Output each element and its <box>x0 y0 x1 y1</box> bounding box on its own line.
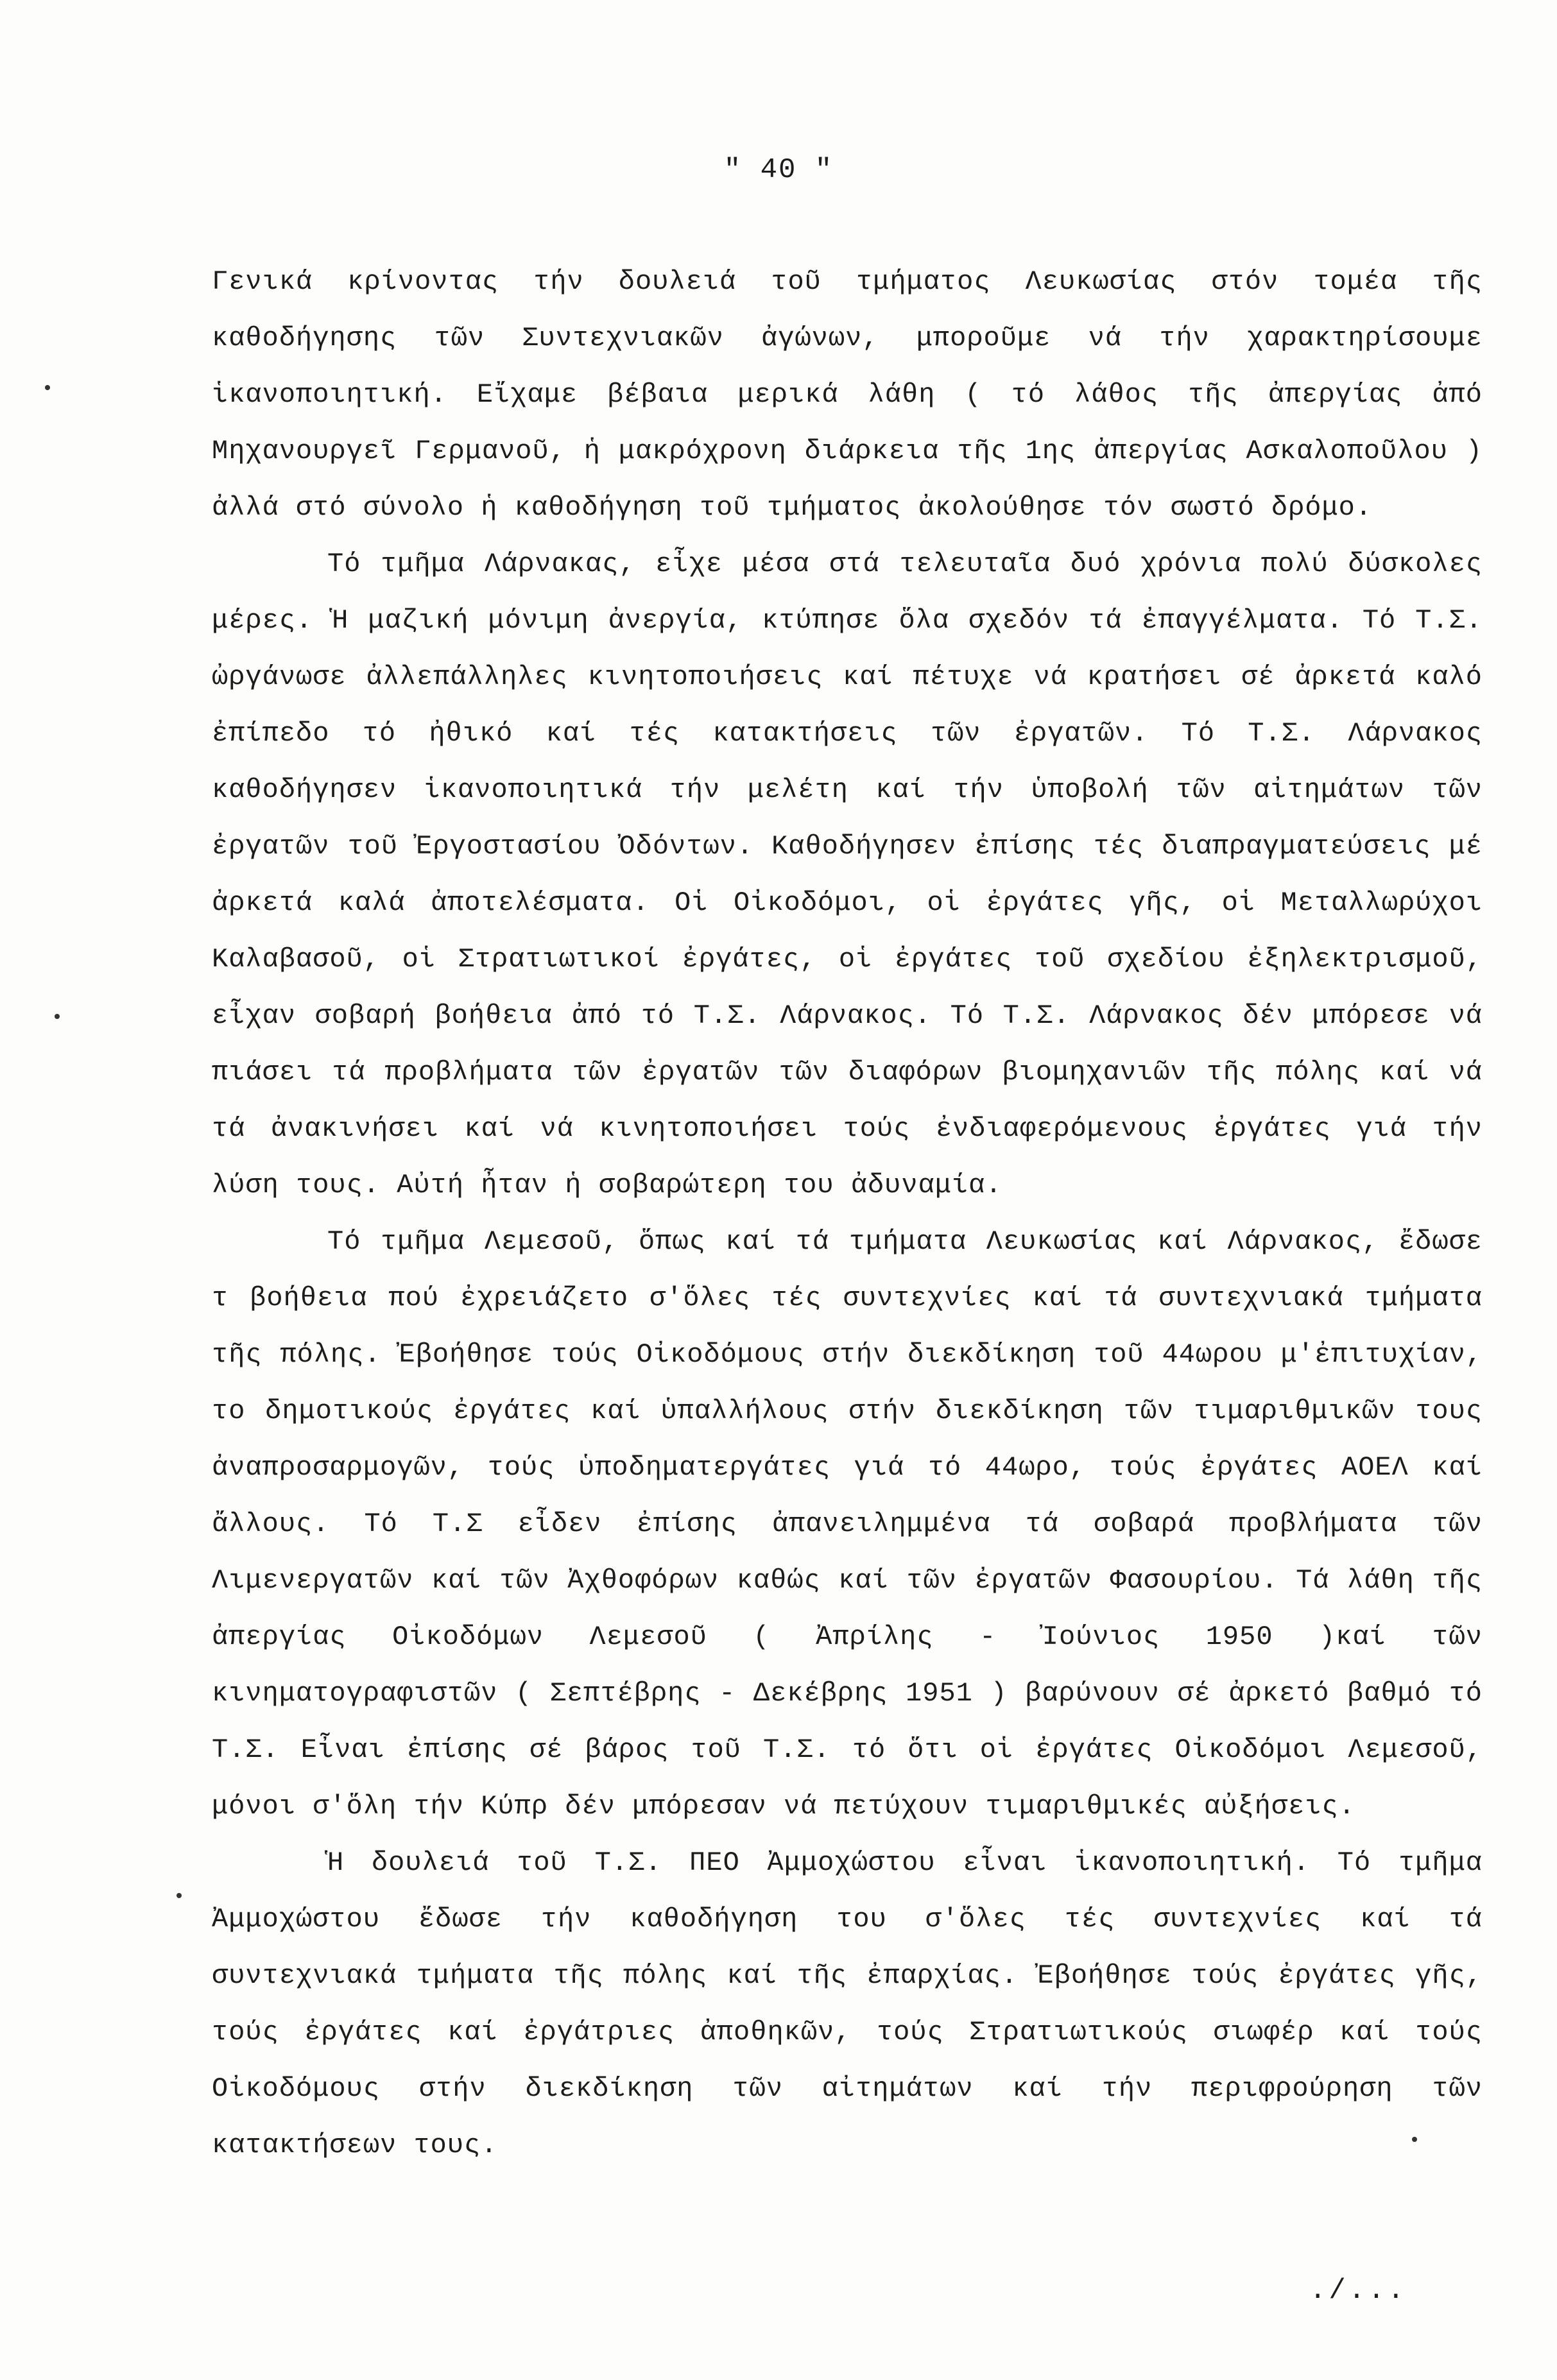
page-number: " 40 " <box>723 154 834 186</box>
paragraph-larnaca: Τό τμῆμα Λάρνακας, εἶχε μέσα στά τελευταῖα δυό χρόνια πολύ δύσκολες μέρες. Ἡ μαζική μόνιμη ἀνεργία, κτύπησε ὅλα σχεδόν τά ἐπαγγέλματα. Τό Τ.Σ. ὠργάνωσε ἀλλεπάλληλες κινητοποιήσεις καί πέτυχε νά κρατήσει σέ ἀρκετά καλό ἐπίπεδο τό ἠθικό καί τές κατακτήσεις τῶν ἐργατῶν. Τό Τ.Σ. Λάρνακος καθοδήγησεν ἱκανοποιητικά τήν μελέτη καί τήν ὑποβολή τῶν αἰτημάτων τῶν ἐργατῶν τοῦ Ἐργοστασίου Ὀδόντων. Καθοδήγησεν ἐπίσης τές διαπραγματεύσεις μέ ἀρκετά καλά ἀποτελέσματα. Οἱ Οἰκοδόμοι, οἱ ἐργάτες γῆς, οἱ Μεταλλωρύχοι Καλαβασοῦ, οἱ Στρατιωτικοί ἐργάτες, οἱ ἐργάτες τοῦ σχεδίου ἐξηλεκτρισμοῦ, εἶχαν σοβαρή βοήθεια ἀπό τό Τ.Σ. Λάρνακος. Τό Τ.Σ. Λάρνακος δέν μπόρεσε νά πιάσει τά προβλήματα τῶν ἐργατῶν τῶν διαφόρων βιομηχανιῶν τῆς πόλης καί νά τά ἀνακινήσει καί νά κινητοποιήσει τούς ἐνδιαφερόμενους ἐργάτες γιά τήν λύση τους. Αὐτή ἦταν ἡ σοβαρώτερη του ἀδυναμία. <box>212 549 1483 1201</box>
scan-speck <box>45 385 50 390</box>
scan-speck <box>176 1893 182 1898</box>
document-body <box>212 253 1483 2173</box>
scan-speck <box>55 1014 60 1019</box>
paragraph-famagusta: Ἡ δουλειά τοῦ Τ.Σ. ΠΕΟ Ἀμμοχώστου εἶναι ἱκανοποιητική. Τό τμῆμα Ἀμμοχώστου ἔδωσε τήν καθοδήγηση του σ'ὅλες τές συντεχνίες καί τά συντεχνιακά τμήματα τῆς πόλης καί τῆς ἐπαρχίας. Ἐβοήθησε τούς ἐργάτες γῆς, τούς ἐργάτες καί ἐργάτριες ἀποθηκῶν, τούς Στρατιωτικούς σιωφέρ καί τούς Οἰκοδόμους στήν διεκδίκηση τῶν αἰτημάτων καί τήν περιφρούρηση τῶν κατακτήσεων τους. <box>212 1847 1483 2161</box>
paragraph-nicosia: Γενικά κρίνοντας τήν δουλειά τοῦ τμήματος Λευκωσίας στόν τομέα τῆς καθοδήγησης τῶν Συντεχνιακῶν ἀγώνων, μποροῦμε νά τήν χαρακτηρίσουμε ἱκανοποιητική. Εἴχαμε βέβαια μερικά λάθη ( τό λάθος τῆς ἀπεργίας ἀπό Μηχανουργεῖ Γερμανοῦ, ἡ μακρόχρονη διάρκεια τῆς 1ης ἀπεργίας Ασκαλοποῦλου ) ἀλλά στό σύνολο ἡ καθοδήγηση τοῦ τμήματος ἀκολούθησε τόν σωστό δρόμο. <box>212 266 1483 523</box>
scan-speck <box>1412 2137 1417 2142</box>
continuation-mark: ./... <box>1309 2275 1407 2307</box>
paragraph-limassol: Τό τμῆμα Λεμεσοῦ, ὅπως καί τά τμήματα Λευκωσίας καί Λάρνακος, ἔδωσε τ βοήθεια πού ἐχρειάζετο σ'ὅλες τές συντεχνίες καί τά συντεχνιακά τμήματα τῆς πόλης. Ἐβοήθησε τούς Οἰκοδόμους στήν διεκδίκηση τοῦ 44ωρου μ'ἐπιτυχίαν, το δημοτικούς ἐργάτες καί ὑπαλλήλους στήν διεκδίκηση τῶν τιμαριθμικῶν τους ἀναπροσαρμογῶν, τούς ὑποδηματεργάτες γιά τό 44ωρο, τούς ἐργάτες ΑΟΕΛ καί ἄλλους. Τό Τ.Σ εἶδεν ἐπίσης ἀπανειλημμένα τά σοβαρά προβλήματα τῶν Λιμενεργατῶν καί τῶν Ἀχθοφόρων καθώς καί τῶν ἐργατῶν Φασουρίου. Τά λάθη τῆς ἀπεργίας Οἰκοδόμων Λεμεσοῦ ( Ἀπρίλης - Ἰούνιος 1950 )καί τῶν κινηματογραφιστῶν ( Σεπτέβρης - Δεκέβρης 1951 ) βαρύνουν σέ ἀρκετό βαθμό τό Τ.Σ. Εἶναι ἐπίσης σέ βάρος τοῦ Τ.Σ. τό ὅτι οἱ ἐργάτες Οἰκοδόμοι Λεμεσοῦ, μόνοι σ'ὅλη τήν Κύπρ δέν μπόρεσαν νά πετύχουν τιμαριθμικές αὐξήσεις. <box>212 1226 1483 1822</box>
